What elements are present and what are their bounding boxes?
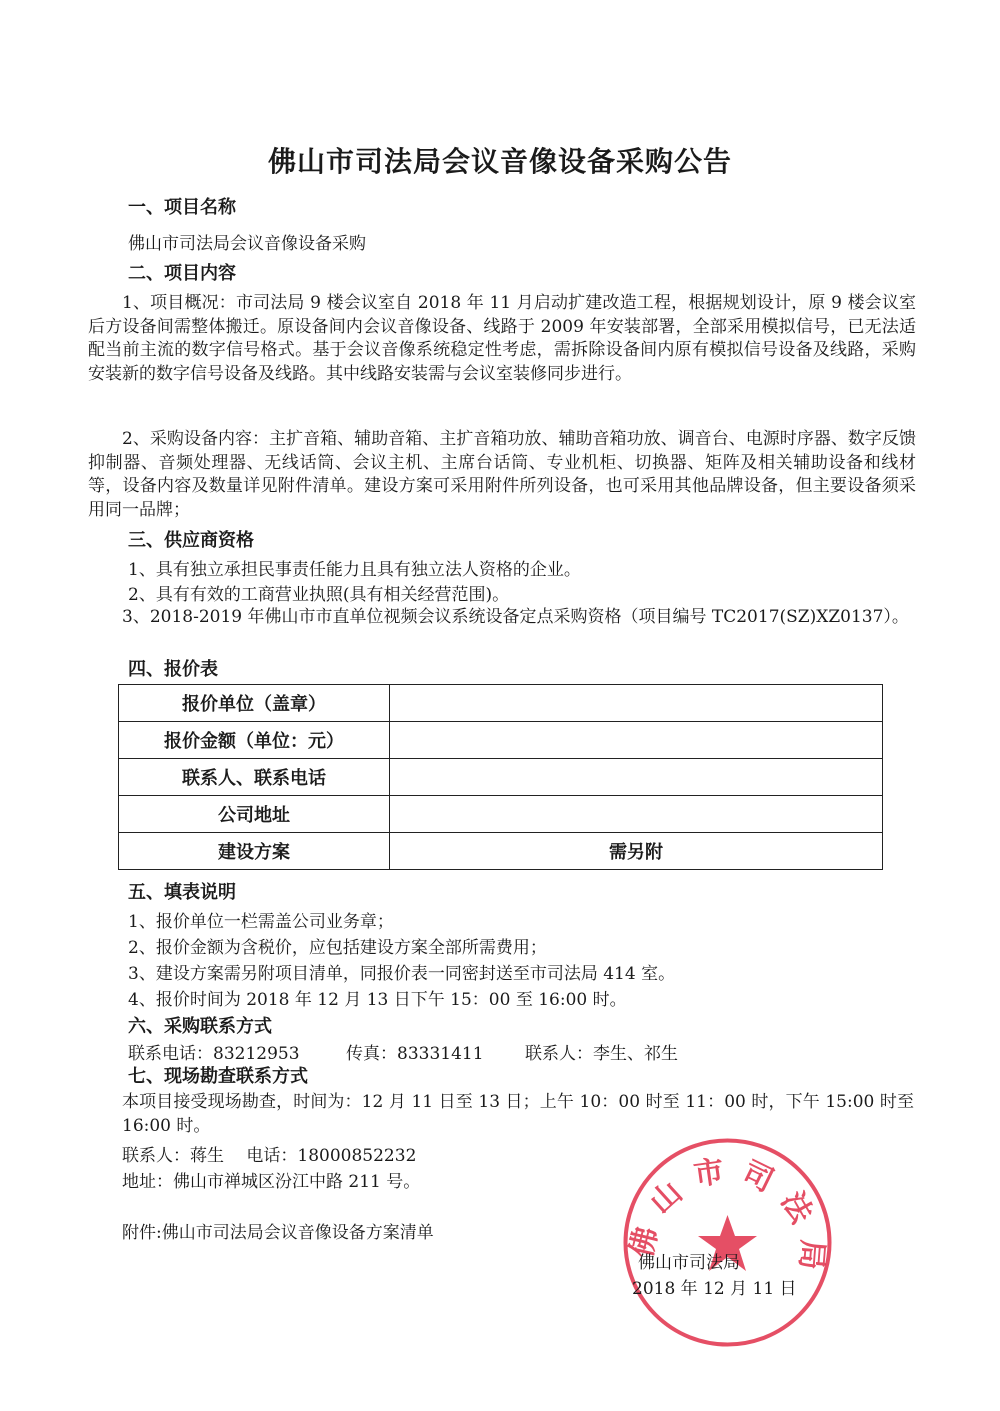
section-heading-fill-instructions: 五、填表说明 bbox=[128, 882, 236, 903]
purchase-contact-fax: 传真：83331411 bbox=[346, 1044, 484, 1064]
quote-value-address[interactable] bbox=[390, 796, 883, 833]
signature-org: 佛山市司法局 bbox=[638, 1253, 740, 1273]
quote-label-plan: 建设方案 bbox=[119, 833, 390, 870]
svg-text:佛山市司法局: 佛山市司法局 bbox=[624, 1152, 830, 1285]
quote-label-company: 报价单位（盖章） bbox=[119, 685, 390, 722]
quote-label-contact: 联系人、联系电话 bbox=[119, 759, 390, 796]
section-heading-supplier-qualification: 三、供应商资格 bbox=[128, 530, 254, 551]
instruction-item-3: 3、建设方案需另附项目清单，同报价表一同密封送至市司法局 414 室。 bbox=[128, 964, 676, 984]
table-row bbox=[119, 759, 883, 796]
instruction-item-1: 1、报价单位一栏需盖公司业务章； bbox=[128, 912, 394, 932]
instruction-item-2: 2、报价金额为含税价，应包括建设方案全部所需费用； bbox=[128, 938, 547, 958]
section-heading-site-survey: 七、现场勘查联系方式 bbox=[128, 1066, 308, 1087]
qualification-item-1: 1、具有独立承担民事责任能力且具有独立法人资格的企业。 bbox=[128, 560, 581, 580]
purchase-contact-person: 联系人：李生、祁生 bbox=[525, 1044, 678, 1064]
quote-value-contact[interactable] bbox=[390, 759, 883, 796]
official-seal-stamp bbox=[620, 1135, 835, 1350]
table-row bbox=[119, 685, 883, 722]
site-survey-address: 地址：佛山市禅城区汾江中路 211 号。 bbox=[122, 1172, 421, 1192]
signature-date: 2018 年 12 月 11 日 bbox=[632, 1279, 797, 1299]
instruction-item-4: 4、报价时间为 2018 年 12 月 13 日下午 15：00 至 16:00 时。 bbox=[128, 990, 627, 1010]
attachment-note: 附件:佛山市司法局会议音像设备方案清单 bbox=[122, 1223, 434, 1243]
quote-value-company[interactable] bbox=[390, 685, 883, 722]
purchase-contact-phone: 联系电话：83212953 bbox=[128, 1044, 300, 1064]
project-name-text: 佛山市司法局会议音像设备采购 bbox=[128, 234, 366, 254]
section-heading-project-content: 二、项目内容 bbox=[128, 263, 236, 284]
section-heading-project-name: 一、项目名称 bbox=[128, 197, 236, 218]
table-row bbox=[119, 722, 883, 759]
site-survey-contact: 联系人：蒋生 电话：18000852232 bbox=[122, 1146, 417, 1166]
qualification-item-2: 2、具有有效的工商营业执照(具有相关经营范围)。 bbox=[128, 585, 510, 605]
section-heading-quote-table: 四、报价表 bbox=[128, 659, 218, 680]
quote-value-amount[interactable] bbox=[390, 722, 883, 759]
section-heading-purchase-contact: 六、采购联系方式 bbox=[128, 1016, 272, 1037]
site-survey-time: 本项目接受现场勘查，时间为：12 月 11 日至 13 日；上午 10：00 时至 11：00 时，下午 15:00 时至 16:00 时。 bbox=[122, 1092, 914, 1136]
qualification-item-3: 3、2018-2019 年佛山市市直单位视频会议系统设备定点采购资格（项目编号 TC2017(SZ)XZ0137）。 bbox=[122, 607, 909, 627]
project-overview-paragraph: 1、项目概况：市司法局 9 楼会议室自 2018 年 11 月启动扩建改造工程，根据规划设计，原 9 楼会议室后方设备间需整体搬迁。原设备间内会议音像设备、线路于 2009 年安装部署，全部采用模拟信号，已无法适配当前主流的数字信号格式。基于会议音像系统稳定性考虑，需拆除设备间内原有模拟信号设备及线路，采购安装新的数字信号设备及线路。其中线路安装需与会议室装修同步进行。 bbox=[88, 293, 916, 384]
document-title: 佛山市司法局会议音像设备采购公告 bbox=[267, 145, 732, 178]
quote-value-plan: 需另附 bbox=[390, 833, 883, 870]
quote-label-address: 公司地址 bbox=[119, 796, 390, 833]
quote-table bbox=[118, 684, 883, 870]
quote-label-amount: 报价金额（单位：元） bbox=[119, 722, 390, 759]
table-row bbox=[119, 796, 883, 833]
equipment-list-paragraph: 2、采购设备内容：主扩音箱、辅助音箱、主扩音箱功放、辅助音箱功放、调音台、电源时序器、数字反馈抑制器、音频处理器、无线话筒、会议主机、主席台话筒、专业机柜、切换器、矩阵及相关辅助设备和线材等，设备内容及数量详见附件清单。建设方案可采用附件所列设备，也可采用其他品牌设备，但主要设备须采用同一品牌； bbox=[88, 429, 916, 520]
table-row bbox=[119, 833, 883, 870]
